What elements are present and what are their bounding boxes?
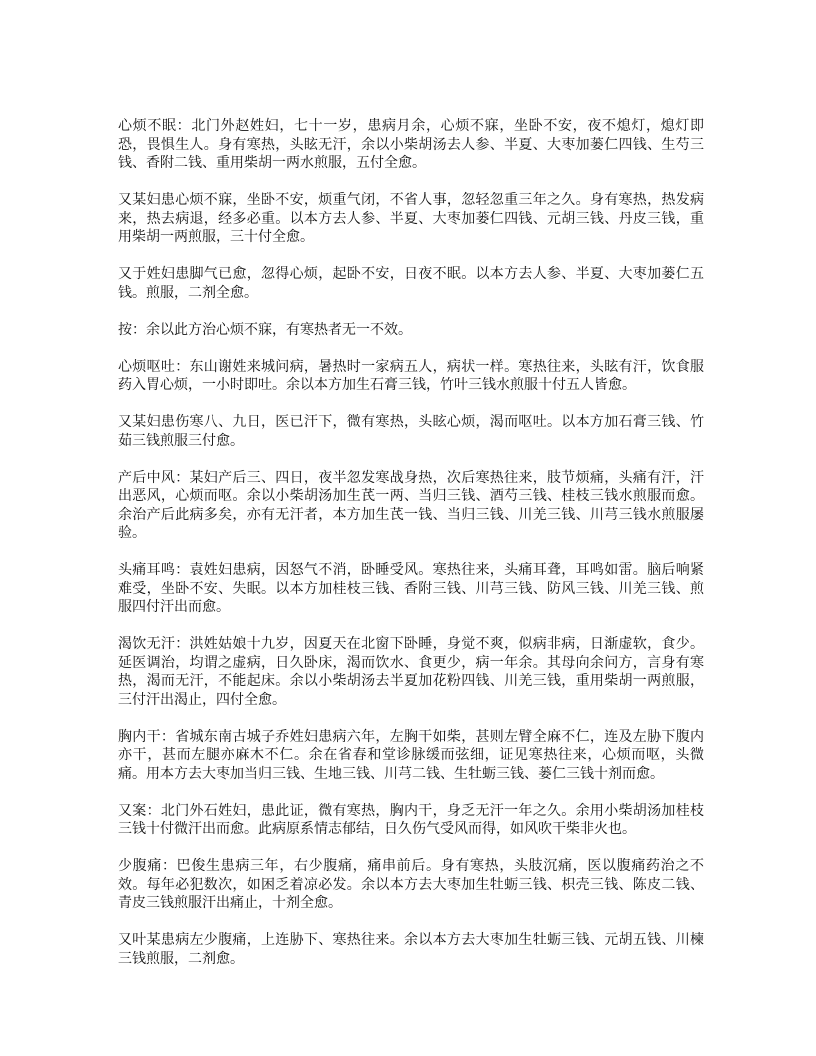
case-irritability-third: 又于姓妇患脚气已愈，忽得心烦，起卧不安，日夜不眠。以本方去人参、半夏、大枣加蒌仁五钱。煎服，二剂全愈。 <box>118 266 704 301</box>
case-lower-abdominal-pain: 少腹痛：巴俊生患病三年，右少腹痛，痛串前后。身有寒热，头肢沉痛，医以腹痛药治之不效。每年必犯数次，如困乏着凉必发。余以本方去大枣加生牡蛎三钱、枳壳三钱、陈皮二钱、青皮三钱煎服汗出痛止，十剂全愈。 <box>118 858 704 911</box>
document-page <box>118 117 704 987</box>
case-thirst-no-sweat: 渴饮无汗：洪姓姑娘十九岁，因夏天在北窗下卧睡，身觉不爽，似病非病，日渐虚软，食少。延医调治，均谓之虚病，日久卧床，渴而饮水、食更少，病一年余。其母向余问方，言身有寒热，渴而无汗，不能起床。余以小柴胡汤去半夏加花粉四钱、川羌三钱，重用柴胡一两煎服，三付汗出渴止，四付全愈。 <box>118 636 704 708</box>
case-lower-abdominal-pain-second: 又叶某患病左少腹痛，上连胁下、寒热往来。余以本方去大枣加生牡蛎三钱、元胡五钱、川楝三钱煎服，二剂愈。 <box>118 932 704 967</box>
case-postpartum-wind: 产后中风：某妇产后三、四日，夜半忽发寒战身热，次后寒热往来，肢节烦痛，头痛有汗，汗出恶风，心烦而呕。余以小柴胡汤加生芪一两、当归三钱、酒芍三钱、桂枝三钱水煎服而愈。余治产后此病多矣，亦有无汗者，本方加生芪一钱、当归三钱、川羌三钱、川芎三钱水煎服屡验。 <box>118 469 704 541</box>
case-cold-damage-vomiting: 又某妇患伤寒八、九日，医已汗下，微有寒热，头眩心烦，渴而呕吐。以本方加石膏三钱、竹茹三钱煎服三付愈。 <box>118 414 704 449</box>
case-chest-dryness: 胸内干：省城东南古城子乔姓妇患病六年，左胸干如柴，甚则左臂全麻不仁，连及左胁下腹内亦干，甚而左腿亦麻木不仁。余在省春和堂诊脉缓而弦细，证见寒热往来，心烦而呕，头微痛。用本方去大枣加当归三钱、生地三钱、川芎二钱、生牡蛎三钱、蒌仁三钱十剂而愈。 <box>118 728 704 782</box>
case-irritability-vomiting: 心烦呕吐：东山谢姓来城问病，暑热时一家病五人，病状一样。寒热往来，头眩有汗，饮食服药入胃心烦，一小时即吐。余以本方加生石膏三钱，竹叶三钱水煎服十付五人皆愈。 <box>118 358 704 393</box>
author-note: 按：余以此方治心烦不寐，有寒热者无一不效。 <box>118 321 412 338</box>
case-irritability-second: 又某妇患心烦不寐，坐卧不安，烦重气闭，不省人事，忽轻忽重三年之久。身有寒热，热发病来，热去病退，经多必重。以本方去人参、半夏、大枣加蒌仁四钱、元胡三钱、丹皮三钱，重用柴胡一两煎服，三十付全愈。 <box>118 192 704 245</box>
case-insomnia-irritability: 心烦不眠：北门外赵姓妇，七十一岁，患病月余，心烦不寐，坐卧不安，夜不熄灯，熄灯即恐，畏惧生人。身有寒热，头眩无汗，余以小柴胡汤去人参、半夏、大枣加蒌仁四钱、生芍三钱、香附二钱、重用柴胡一两水煎服，五付全愈。 <box>118 118 704 171</box>
case-headache-tinnitus: 头痛耳鸣：袁姓妇患病，因怒气不消，卧睡受风。寒热往来，头痛耳聋，耳鸣如雷。脑后响紧难受，坐卧不安、失眠。以本方加桂枝三钱、香附三钱、川芎三钱、防风三钱、川羌三钱、煎服四付汗出而愈。 <box>118 562 704 615</box>
case-chest-dryness-second: 又案：北门外石姓妇，患此证，微有寒热，胸内干，身乏无汗一年之久。余用小柴胡汤加桂枝三钱十付微汗出而愈。此病原系情志郁结，日久伤气受风而得，如风吹干柴非火也。 <box>118 802 704 837</box>
